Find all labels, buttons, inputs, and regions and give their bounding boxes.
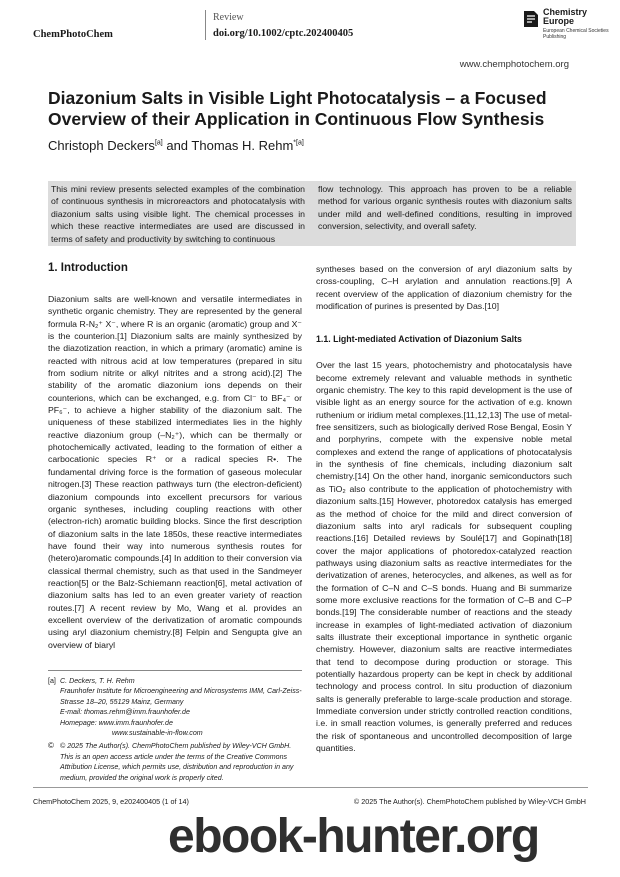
publisher-subtitle: European Chemical Societies Publishing <box>543 28 609 40</box>
body-paragraph: Over the last 15 years, photochemistry and photocatalysis have become extremely relevant and valuable methods in synthetic organic chemistry. The key to this rapid development is the use of visible light as an energy source for the activation of e.g. known ruthenium or iridium metal complexes.[11,12,13] The use of metal-free sensitizers, such as biologically derived Rose Bengal, Eosin Y and porphyrins, compete with the expensive noble metal complexes and extend the range of applications of photocatalysis in the synthesis of fine chemicals, including diazonium salt chemistry.[14] On the other hand, inorganic semiconductors such as TiO₂ also contribute to the application of photochemistry with diazonium salts.[15] However, photoredox catalysis has emerged as the method of choice for the mild and direct conversion of diazonium salts into aryl radicals for subsequent coupling reactions.[16] Detailed reviews by Soulé[17] and Gopinath[18] cover the major applications of photoredox-catalyzed reaction pathways using diazonium salts as reactive intermediates for the derivatization of arenes, heterocycles, and alkenes, as well as for the formation of C–N and C–S bonds. Huang and Bi summarize some more exclusive reactions for the formation of C–B and C–P bonds.[19] The considerable number of reactions and the steady increase in examples of light-mediated activation of diazonium salts illustrate their exceptional importance in synthetic organic chemistry. However, diazonium salts are reactive intermediates that tend to decompose during production or storage. This potentially hazardous property can be kept in check by additional technology and process control. In situ production of diazonium salts is generally preferable to large-scale production and storage. Immediate conversion under strictly controlled reaction conditions, i.e. in small reaction volumes, is generally preferred and reduces the risk of spontaneous and uncontrolled decomposition of large quantities. <box>316 360 572 754</box>
abstract-text-right: flow technology. This approach has proven to be a reliable method for various organic synthesis routes with diazonium salts under mild and well-defined conditions, resulting in improved conversion, selectivity, and overall safety. <box>318 184 572 232</box>
abstract-text-left: This mini review presents selected examples of the combination of continuous synthesis in microreactors and photocatalysis with diazonium salts using visible light. The chemical processes in which these reactive intermediates are used are discussed in terms of safety and productivity by switching to continuous <box>51 184 305 244</box>
footer-copyright: © 2025 The Author(s). ChemPhotoChem published by Wiley-VCH GmbH <box>353 797 586 806</box>
watermark-text: ebook-hunter.org <box>168 810 539 863</box>
article-title: Diazonium Salts in Visible Light Photocatalysis – a Focused Overview of their Application in Continuous Flow Synthesis <box>48 88 547 129</box>
footnote-label: [a] <box>48 677 56 685</box>
header-divider <box>205 10 206 40</box>
doi-link[interactable]: doi.org/10.1002/cptc.202400405 <box>213 28 354 39</box>
author-affiliation: *[a] <box>293 139 304 147</box>
author-conjunction: and <box>162 138 192 153</box>
chemistry-europe-icon <box>523 10 539 28</box>
journal-website[interactable]: www.chemphotochem.org <box>459 59 569 70</box>
footnote-homepage[interactable]: Homepage: www.imm.fraunhofer.de <box>60 718 173 727</box>
body-paragraph: Diazonium salts are well-known and versatile intermediates in synthetic organic chemistry. They are represented by the general formula R-N₂⁺ X⁻, where R is an organic (aromatic) group and X⁻ is the counterion.[1] Diazonium salts are mainly synthesized by the diazotization reaction, in which a primary (aromatic) amine is reacted with nitrous acid at low temperatures (prepared in situ from sodium nitrite or alkyl nitrites and a strong acid).[2] The stability of the aromatic diazonium ions depends on their counterions, which can be exchanged, e.g. from Cl⁻ to BF₄⁻ or PF₆⁻, to achieve a higher stability of the diazonium salt. The uniqueness of these stabilized intermediates lies in the highly reactive diazonium group (–N₂⁺), which can be thermally or photochemically activated, leading to the formation of either a carbocationic species R⁺ or a radical species R•. The fundamental driving force is the formation of gaseous molecular nitrogen.[3] These reaction pathways turn (the electron-deficient) diazonium compounds into excellent precursors for various organic syntheses, including coupling reactions with other (electron-rich) aromatic building blocks. Since the first description of diazonium salts in the late 1850s, these reactive intermediates have found their way into numerous synthesis routes for (hetero)aromatic compounds.[4] In addition to their conversion via classical thermal chemistry, such as that used in the Sandmeyer reaction[5] or the Balz-Schiemann reaction[6], metal activation of diazonium salts has led to an even greater variety of reaction routes.[7] A recent review by Mo, Wang et al. provides an excellent overview of the derivatization of aromatic compounds using aryl diazonium chemistry.[8] Felpin and Sengupta give an overview of biaryl <box>48 294 302 650</box>
subsection-heading: 1.1. Light-mediated Activation of Diazonium Salts <box>316 334 522 345</box>
footnote-email[interactable]: E-mail: thomas.rehm@imm.fraunhofer.de <box>60 708 190 717</box>
author-affiliation: [a] <box>154 139 163 147</box>
page-header <box>0 0 620 48</box>
journal-name: ChemPhotoChem <box>33 29 113 40</box>
publisher-logo <box>523 8 615 48</box>
footer-citation: ChemPhotoChem 2025, 9, e202400405 (1 of 14) <box>33 797 189 806</box>
affiliation-footnote <box>48 676 302 783</box>
footnote-authors: C. Deckers, T. H. Rehm <box>60 677 135 685</box>
footnote-divider <box>48 670 302 671</box>
section-heading: 1. Introduction <box>48 262 128 274</box>
right-column <box>316 263 572 754</box>
publisher-name: Chemistry Europe <box>543 7 588 26</box>
open-access-icon: © <box>48 741 54 751</box>
footnote-institute: Fraunhofer Institute for Microengineering and Microsystems IMM, Carl-Zeiss-Strasse 18–20, 55129 Mainz, Germany <box>60 687 302 706</box>
body-paragraph: syntheses based on the conversion of aryl diazonium salts by cross-coupling, C–H arylation and annulation reactions.[9] A recent overview of the application of diazonium chemistry for the modification of purines is presented by Das.[10] <box>316 264 572 312</box>
footnote-homepage-2[interactable]: www.sustainable-in-flow.com <box>112 729 203 738</box>
article-type: Review <box>213 12 244 23</box>
footer-divider <box>33 787 588 788</box>
author-name: Christoph Deckers <box>48 138 155 153</box>
abstract-box <box>48 181 576 246</box>
author-list <box>48 138 304 153</box>
license-text: © 2025 The Author(s). ChemPhotoChem published by Wiley-VCH GmbH. This is an open access article under the terms of the Creative Commons Attribution License, which permits use, distribution and reproduction in any medium, provided the original work is properly cited. <box>60 742 294 782</box>
left-column <box>48 262 302 651</box>
author-name: Thomas H. Rehm <box>191 138 294 153</box>
